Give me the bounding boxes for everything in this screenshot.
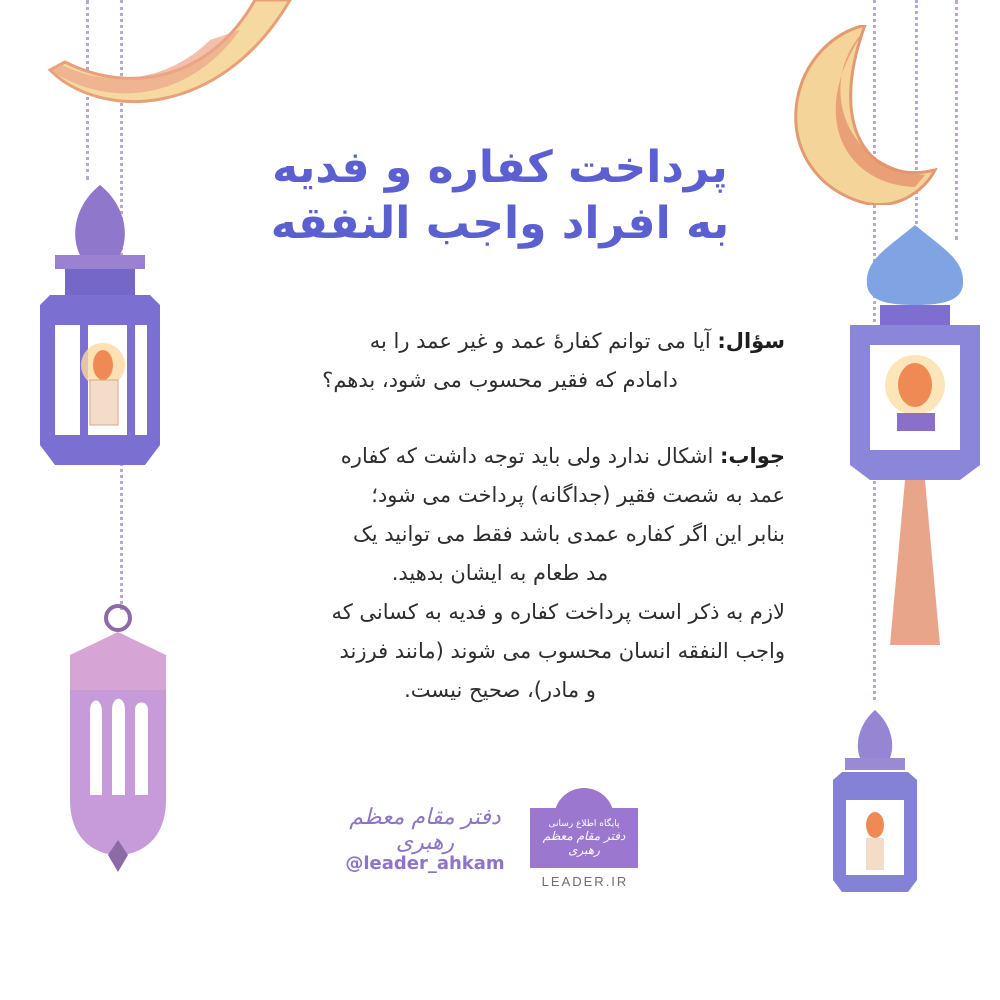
question-label: سؤال: [717, 329, 785, 353]
answer-line-3: بنابر این اگر کفاره عمدی باشد فقط می توانید یک [352, 522, 785, 546]
leader-ahkam-logo [345, 805, 505, 874]
lantern-icon [35, 175, 165, 485]
logo-site-text: LEADER.IR [541, 874, 629, 889]
question-line-2: دامادم که فقیر محسوب می شود، بدهم؟ [322, 368, 678, 392]
answer-text-1: اشکال ندارد ولی باید توجه داشت که کفاره [340, 444, 714, 468]
crescent-moon-icon [40, 0, 310, 130]
answer-block [215, 437, 785, 710]
title-line-1: پرداخت کفاره و فدیه [272, 142, 728, 193]
answer-line-1 [215, 437, 785, 476]
answer-line-7: و مادر)، صحیح نیست. [404, 678, 596, 702]
answer-line-2: عمد به شصت فقیر (جداگانه) پرداخت می شود؛ [371, 483, 785, 507]
lantern-icon [845, 225, 985, 665]
lantern-icon [830, 700, 920, 900]
question-text-1: آیا می توانم کفارۀ عمد و غیر عمد را به [369, 329, 711, 353]
title-line-2: به افراد واجب النفقه [270, 198, 730, 249]
logo-box [530, 808, 638, 868]
leader-ir-logo [530, 790, 640, 889]
logo-top-text: پایگاه اطلاع رسانی [548, 819, 620, 829]
answer-label: جواب: [720, 444, 785, 468]
logo-handle: @leader_ahkam [345, 853, 505, 874]
answer-line-5: لازم به ذکر است پرداخت کفاره و فدیه به کسانی که [331, 600, 785, 624]
question-line-1 [215, 322, 785, 361]
logo-script: دفتر مقام معظم رهبری [349, 805, 501, 855]
page-title [200, 140, 800, 252]
chain-decoration [955, 0, 958, 240]
lantern-icon [60, 600, 180, 880]
answer-line-4: مد طعام به ایشان بدهید. [391, 561, 609, 585]
logo-dome-shape [554, 788, 614, 818]
logo-main-text: دفتر مقام معظم رهبری [542, 829, 626, 857]
question-block [215, 322, 785, 400]
answer-line-6: واجب النفقه انسان محسوب می شوند (مانند فرزند [339, 639, 785, 663]
